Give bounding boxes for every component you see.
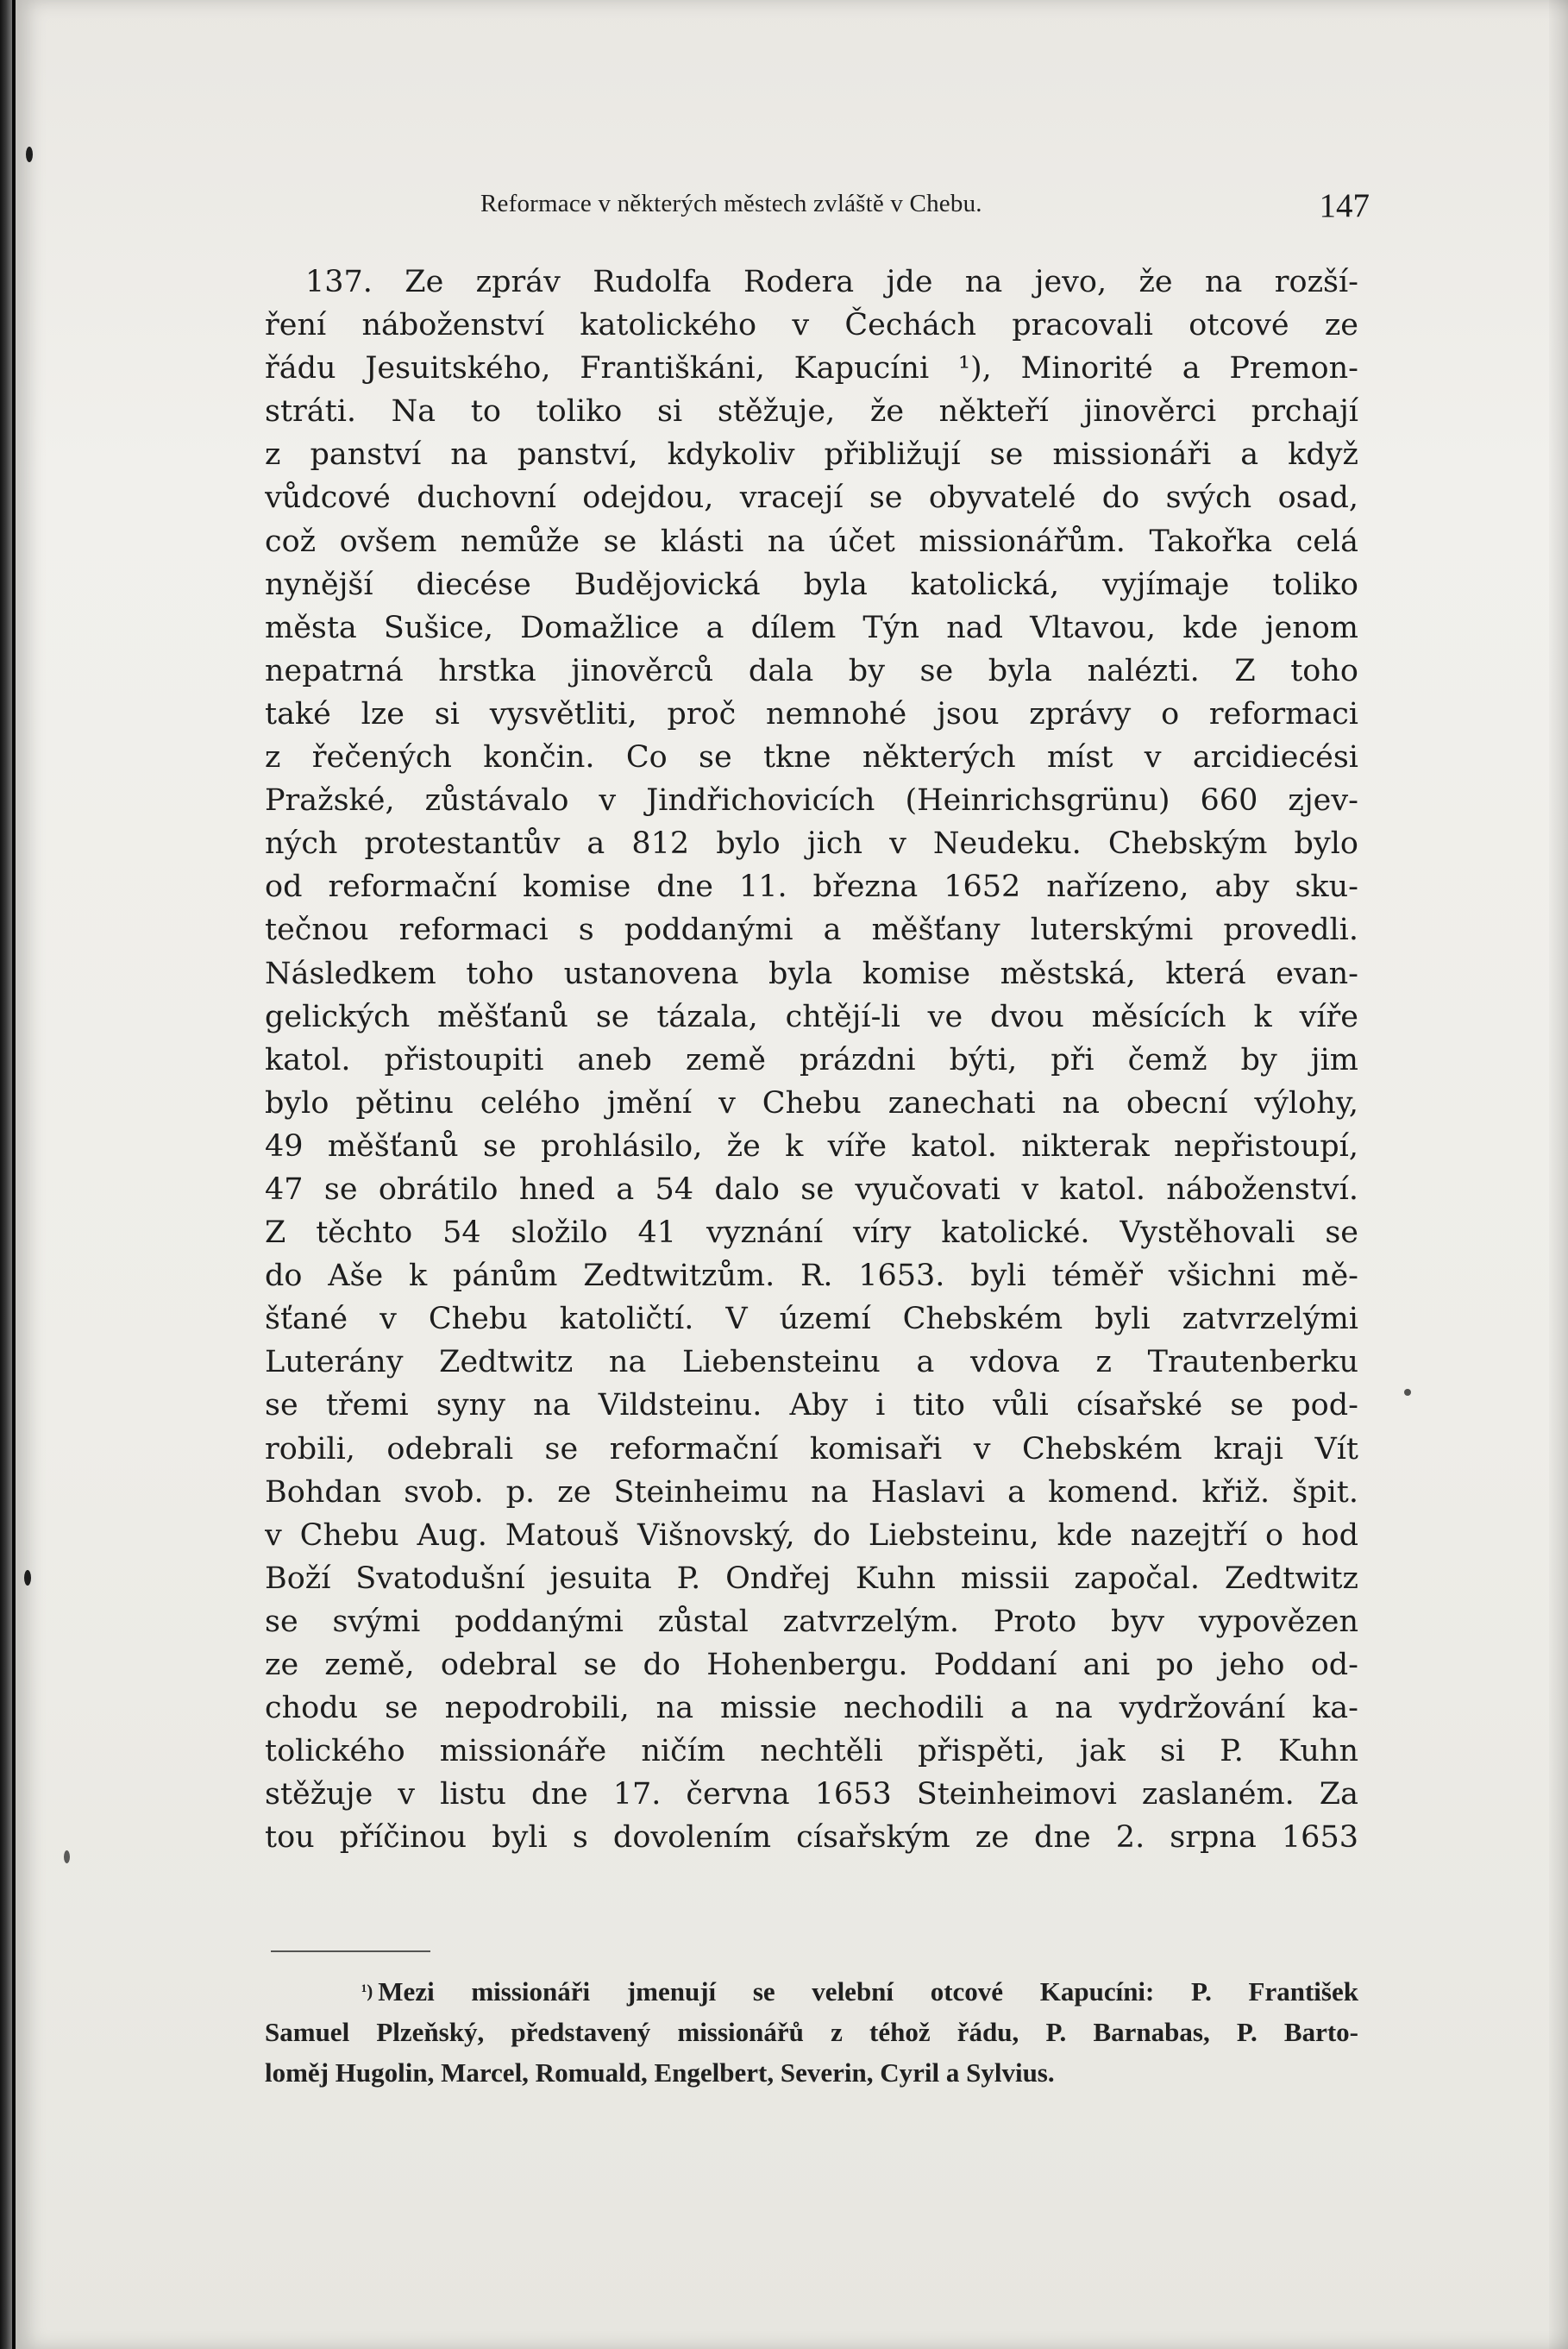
footnote-line: Samuel Plzeňský, představený missionářů z téhož řádu, P. Barnabas, P. Barto- bbox=[265, 2017, 1358, 2047]
body-line: Luterány Zedtwitz na Liebensteinu a vdova z Trautenberku bbox=[265, 1345, 1358, 1380]
scan-speck bbox=[1404, 1389, 1411, 1396]
body-line: bylo pětinu celého jmění v Chebu zanechati na obecní výlohy, bbox=[265, 1085, 1358, 1121]
scan-speck bbox=[24, 1570, 31, 1586]
body-line: ných protestantův a 812 bylo jich v Neudeku. Chebským bylo bbox=[265, 826, 1358, 862]
body-line: 137. Ze zpráv Rudolfa Rodera jde na jevo, že na rozší- bbox=[305, 265, 1358, 299]
scan-speck bbox=[26, 147, 33, 162]
body-line: Z těchto 54 složilo 41 vyznání víry katolické. Vystěhovali se bbox=[265, 1215, 1358, 1251]
body-line: v Chebu Aug. Matouš Višnovský, do Liebsteinu, kde nazejtří o hod bbox=[265, 1517, 1358, 1553]
body-line: tečnou reformaci s poddanými a měšťany luterskými provedli. bbox=[265, 913, 1358, 948]
body-line: Bohdan svob. p. ze Steinheimu na Haslavi a komend. křiž. špit. bbox=[265, 1474, 1358, 1510]
footnote-marker: ¹) bbox=[361, 1981, 373, 2001]
footnote-separator bbox=[271, 1950, 430, 1952]
book-page bbox=[16, 0, 1568, 2349]
body-line: 47 se obrátilo hned a 54 dalo se vyučovati v katol. náboženství. bbox=[265, 1171, 1358, 1207]
body-line: z panství na panství, kdykoliv přibližují se missionáři a když bbox=[265, 437, 1358, 473]
scan-speck bbox=[64, 1850, 70, 1863]
footnote-line: loměj Hugolin, Marcel, Romuald, Engelbert, Severin, Cyril a Sylvius. bbox=[265, 2057, 1055, 2088]
body-line: 49 měšťanů se prohlásilo, že k víře katol. nikterak nepřistoupí, bbox=[265, 1128, 1358, 1164]
body-line: se svými poddanými zůstal zatvrzelým. Proto byv vypovězen bbox=[265, 1604, 1358, 1639]
footnote-text: Mezi missionáři jmenují se velební otcové Kapucíni: P. František bbox=[378, 1976, 1358, 2007]
body-line: stěžuje v listu dne 17. června 1653 Steinheimovi zaslaném. Za bbox=[265, 1777, 1358, 1812]
body-line: což ovšem nemůže se klásti na účet missionářům. Takořka celá bbox=[265, 524, 1358, 559]
body-line: šťané v Chebu katoličtí. V území Chebském byli zatvrzelými bbox=[265, 1302, 1358, 1337]
page-edge-shadow bbox=[1549, 0, 1568, 2349]
body-line: se třemi syny na Vildsteinu. Aby i tito vůli císařské se pod- bbox=[265, 1388, 1358, 1423]
body-line: nynější diecése Budějovická byla katolická, vyjímaje toliko bbox=[265, 567, 1358, 602]
body-line: ření náboženství katolického v Čechách pracovali otcové ze bbox=[265, 308, 1358, 343]
body-line: ze země, odebral se do Hohenbergu. Poddaní ani po jeho od- bbox=[265, 1648, 1358, 1682]
body-line: do Aše k pánům Zedtwitzům. R. 1653. byli téměř všichni mě- bbox=[265, 1259, 1358, 1294]
footnote-block bbox=[265, 1971, 1358, 2093]
page-number: 147 bbox=[1319, 187, 1370, 224]
body-line: od reformační komise dne 11. března 1652 nařízeno, aby sku- bbox=[265, 870, 1358, 905]
running-head: Reformace v některých městech zvláště v Chebu. bbox=[480, 190, 982, 217]
body-line: Následkem toho ustanovena byla komise městská, která evan- bbox=[265, 956, 1358, 991]
scan-left-border bbox=[0, 0, 12, 2349]
body-line: stráti. Na to toliko si stěžuje, že někteří jinověrci prchají bbox=[265, 394, 1358, 430]
body-line: také lze si vysvětliti, proč nemnohé jsou zprávy o reformaci bbox=[265, 696, 1358, 732]
main-body-text bbox=[265, 261, 1358, 1859]
body-line: tou příčinou byli s dovolením císařským ze dne 2. srpna 1653 bbox=[265, 1820, 1358, 1856]
body-line: řádu Jesuitského, Františkáni, Kapucíni ¹), Minorité a Premon- bbox=[265, 351, 1358, 386]
body-line: chodu se nepodrobili, na missie nechodili a na vydržování ka- bbox=[265, 1691, 1358, 1726]
body-line: gelických měšťanů se tázala, chtějí-li ve dvou měsících k víře bbox=[265, 999, 1358, 1034]
body-line: vůdcové duchovní odejdou, vracejí se obyvatelé do svých osad, bbox=[265, 480, 1358, 516]
body-line: tolického missionáře ničím nechtěli přispěti, jak si P. Kuhn bbox=[265, 1734, 1358, 1769]
body-line: města Sušice, Domažlice a dílem Týn nad Vltavou, kde jenom bbox=[265, 610, 1358, 645]
body-line: katol. přistoupiti aneb země prázdni býti, při čemž by jim bbox=[265, 1042, 1358, 1077]
body-line: Pražské, zůstávalo v Jindřichovicích (Heinrichsgrünu) 660 zjev- bbox=[265, 783, 1358, 819]
body-line: Boží Svatodušní jesuita P. Ondřej Kuhn missii započal. Zedtwitz bbox=[265, 1561, 1358, 1596]
body-line: robili, odebrali se reformační komisaři v Chebském kraji Vít bbox=[265, 1431, 1358, 1467]
body-line: nepatrná hrstka jinověrců dala by se byla nalézti. Z toho bbox=[265, 653, 1358, 688]
footnote-line bbox=[265, 1971, 1358, 2012]
body-line: z řečených končin. Co se tkne některých míst v arcidiecési bbox=[265, 740, 1358, 776]
